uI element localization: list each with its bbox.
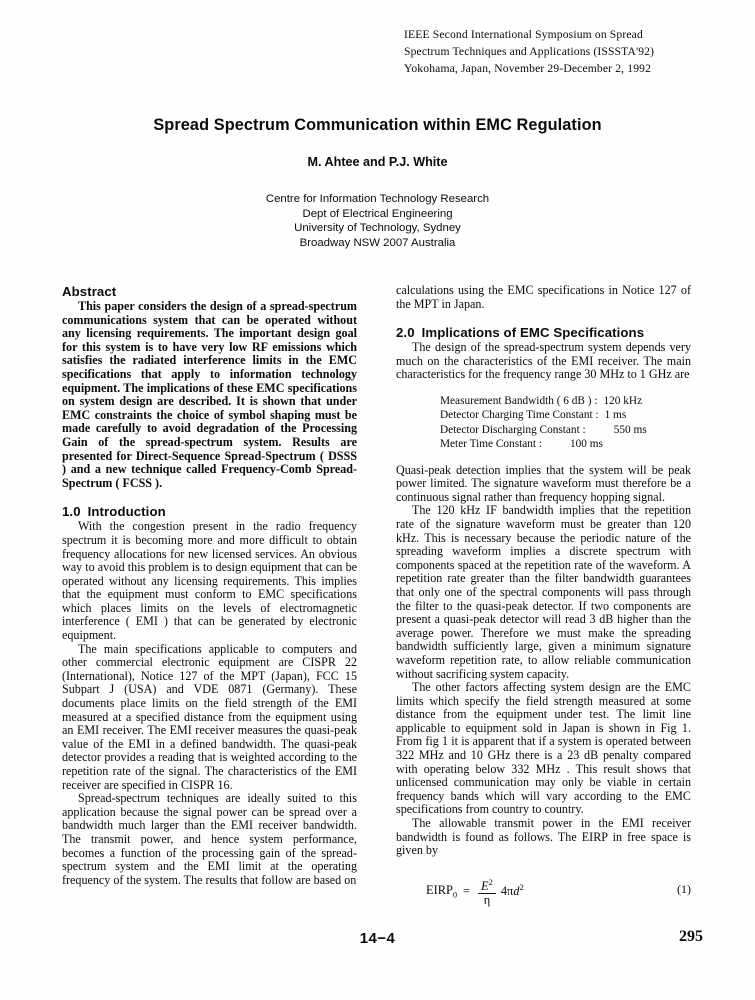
section-2-title: Implications of EMC Specifications (421, 325, 645, 341)
affiliation-line-3: University of Technology, Sydney (294, 222, 461, 235)
emi-receiver-spec-list (396, 394, 691, 452)
spec-row (440, 408, 691, 422)
abstract-heading: Abstract (62, 284, 117, 299)
right-column (396, 284, 691, 914)
equation-1 (396, 872, 691, 914)
equation-1-tail: $4\pi d^2$ (500, 883, 524, 899)
spec-label: Measurement Bandwidth ( 6 dB ) : (440, 394, 598, 407)
spec-value: 100 ms (570, 438, 603, 451)
section-2-paragraph-5: The allowable transmit power in the EMI receiver bandwidth is found as follows. The EIRP in free space is given by (396, 816, 691, 858)
spec-row (440, 423, 691, 437)
equation-1-number: (1) (677, 881, 691, 896)
section-2-paragraph-2: Quasi-peak detection implies that the system will be peak power limited. The signature waveform must therefore be a continuous signal rather than frequency hopping signal. (396, 462, 691, 504)
section-1-paragraph-1: With the congestion present in the radio frequency spectrum it is becoming more and more difficult to obtain frequency allocations for new licensed services. An obvious way to avoid this problem is to design equipment that can be operated without any licensing requirements. This implies that the equipment must conform to EMC specifications which places limits on the levels of electromagnetic interference ( EMI ) that can be generated by electronic equipment. (62, 519, 357, 643)
affiliation-block (0, 192, 755, 250)
spec-label: Meter Time Constant : (440, 438, 542, 451)
affiliation-line-2: Dept of Electrical Engineering (302, 207, 453, 220)
left-column (62, 284, 357, 887)
equation-1-expression (426, 876, 524, 907)
section-1-continued-paragraph: calculations using the EMC specifications in Notice 127 of the MPT in Japan. (396, 283, 691, 311)
section-1-paragraph-2: The main specifications applicable to computers and other commercial electronic equipment are CISPR 22 (International), Notice 127 of the MPT (Japan), FCC 15 Subpart J (USA) and VDE 0871 (Germany). These documents place limits on the field strength of the EMI measured at a specified distance from the equipment using an EMI receiver. The EMI receiver measures the quasi-peak value of the EMI in a defined bandwidth. The quasi-peak detector provides a reading that is weighted according to the repetition rate of the signal. The characteristics of the EMI receiver are specified in CISPR 16. (62, 641, 357, 792)
spec-value: 1 ms (604, 409, 627, 422)
equation-1-numerator: $E^2$ (478, 876, 496, 894)
section-2-paragraph-1: The design of the spread-spectrum system depends very much on the characteristics of the EMI receiver. The main characteristics for the frequency range 30 MHz to 1 GHz are (396, 340, 691, 382)
section-2-heading (396, 325, 691, 340)
abstract-text: This paper considers the design of a spread-spectrum communications system that can be operated without any licensing requirements. The important design goal for this system is to have very low RF emissions which satisfies the radiated interference limits in the EMC specifications that apply to information technology equipment. The implications of these EMC specifications on system design are described. It is shown that under EMC constraints the choice of symbol shaping must be made carefully to avoid degradation of the Processing Gain of the spread-spectrum system. Results are presented for Direct-Sequence Spread-Spectrum ( DSSS ) and a new technique called Frequency-Comb Spread-Spectrum ( FCSS ). (62, 299, 357, 490)
footer-page-number: 295 (679, 928, 703, 945)
affiliation-line-4: Broadway NSW 2007 Australia (299, 236, 456, 249)
spec-row (440, 437, 691, 451)
author-list: M. Ahtee and P.J. White (307, 155, 448, 169)
section-2-paragraph-4: The other factors affecting system design are the EMC limits which specify the field strength measured at some distance from the equipment under test. The limit line applicable to equipment sold in Japan is shown in Fig 1. From fig 1 it is apparent that if a system is operated between 322 MHz and 10 GHz there is a 23 dB penalty compared with operating below 332 MHz . This result shows that unlicensed communication may only be viable in certain frequency bands which will vary according to the EMC specifications from country to country. (396, 680, 691, 817)
section-1-heading (62, 504, 357, 519)
equation-1-fraction (478, 876, 496, 907)
spec-value: 550 ms (613, 423, 647, 436)
spec-label: Detector Discharging Constant : (440, 423, 586, 436)
section-2-number: 2.0 (396, 325, 415, 341)
paper-title: Spread Spectrum Communication within EMC Regulation (153, 116, 602, 134)
equation-1-lhs: $EIRP_0$ (426, 883, 458, 900)
spec-label: Detector Charging Time Constant : (440, 409, 599, 422)
spec-value: 120 kHz (603, 394, 643, 407)
section-2-paragraph-3: The 120 kHz IF bandwidth implies that the repetition rate of the signature waveform must be greater than 120 kHz. This is necessary because the periodic nature of the spreading waveform implies a discrete spectrum with components spaced at the repetition rate of the waveform. A repetition rate greater than the filter bandwidth guarantees that only one of the spectral components will pass through the filter to the quasi-peak detector. If two components are present a quasi-peak detector will read 3 dB higher than the average power. Therefore we must make the spreading bandwidth sufficiently large, given a minimum signature waveform repetition rate, to allow reliable communication without sacrificing system capacity. (396, 503, 691, 681)
equation-1-denominator: η (483, 892, 491, 907)
section-1-title: Introduction (87, 504, 166, 520)
equation-1-equals: = (463, 883, 471, 898)
footer-section-number: 14−4 (359, 930, 396, 947)
spec-row (440, 394, 691, 408)
conference-header-line-2: Spectrum Techniques and Applications (ISSSTA'92) (404, 45, 655, 58)
affiliation-line-1: Centre for Information Technology Research (265, 193, 490, 205)
section-1-paragraph-3: Spread-spectrum techniques are ideally suited to this application because the signal power can be spread over a bandwidth much larger than the EMI receiver bandwidth. The transmit power, and hence system performance, becomes a function of the processing gain of the spread-spectrum system and the EMI limit at the operating frequency of the system. The results that follow are based on (62, 791, 357, 887)
conference-header-line-1: IEEE Second International Symposium on Spread (404, 28, 643, 41)
conference-header-line-3: Yokohama, Japan, November 29-December 2, 1992 (404, 62, 652, 75)
conference-header (404, 26, 714, 77)
section-1-number: 1.0 (62, 504, 81, 520)
